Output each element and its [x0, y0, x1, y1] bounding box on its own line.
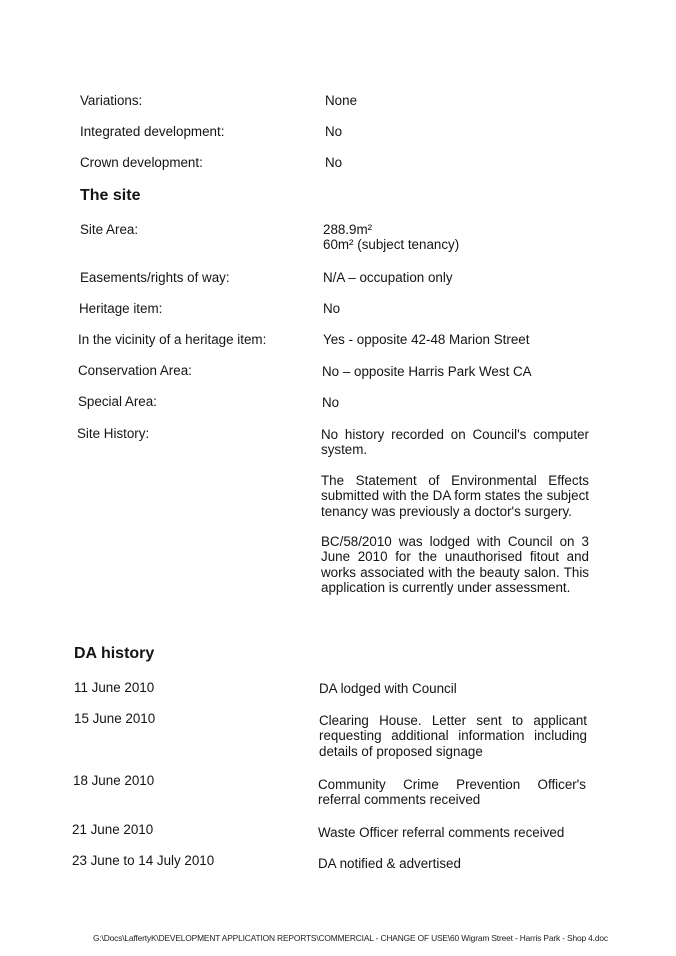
- history-event: Waste Officer referral comments received: [318, 825, 565, 840]
- history-event-text: DA lodged with Council: [319, 681, 457, 696]
- field-value-easements: N/A – occupation only: [323, 270, 453, 285]
- field-label-site-area: Site Area:: [80, 222, 139, 237]
- field-label-integrated-development: Integrated development:: [80, 124, 225, 139]
- field-label-heritage-item: Heritage item:: [79, 301, 163, 316]
- field-label-conservation-area: Conservation Area:: [78, 363, 192, 378]
- section-heading-site: The site: [80, 187, 141, 204]
- site-area-total: 288.9m²: [323, 222, 373, 237]
- site-area-tenancy: 60m² (subject tenancy): [323, 237, 460, 253]
- site-history-paragraph: BC/58/2010 was lodged with Council on 3 June 2010 for the unauthorised fitout and works associated with the beauty salon. This application is currently under assessment.: [321, 534, 589, 596]
- history-event: [318, 777, 586, 808]
- history-event: [319, 713, 587, 759]
- history-event-text: Community Crime Prevention Officer's referral comments received: [318, 777, 586, 808]
- field-value-site-history: [321, 427, 589, 596]
- field-value-special-area: No: [322, 395, 340, 410]
- field-value-crown-development: No: [325, 155, 343, 170]
- site-history-paragraph: No history recorded on Council's computer system.: [321, 427, 589, 458]
- field-value-integrated-development: No: [325, 124, 343, 139]
- field-label-easements: Easements/rights of way:: [80, 270, 230, 285]
- history-event: DA notified & advertised: [318, 856, 461, 871]
- field-label-heritage-vicinity: In the vicinity of a heritage item:: [78, 332, 267, 347]
- history-date: 15 June 2010: [74, 711, 156, 726]
- section-heading-da-history: DA history: [74, 645, 155, 662]
- history-event-text: Clearing House. Letter sent to applicant requesting additional information including details of proposed signage: [319, 713, 587, 759]
- field-label-special-area: Special Area:: [78, 394, 157, 409]
- history-date: 18 June 2010: [73, 773, 155, 788]
- field-value-heritage-item: No: [323, 301, 341, 316]
- site-history-paragraph: The Statement of Environmental Effects submitted with the DA form states the subject tenancy was previously a doctor's surgery.: [321, 472, 589, 519]
- field-value-heritage-vicinity: Yes - opposite 42-48 Marion Street: [323, 332, 530, 347]
- field-value-conservation-area: No – opposite Harris Park West CA: [322, 364, 532, 379]
- field-label-site-history: Site History:: [77, 426, 150, 441]
- field-label-variations: Variations:: [80, 93, 143, 108]
- history-event: [319, 681, 587, 696]
- history-date: 21 June 2010: [72, 822, 154, 837]
- history-date: 11 June 2010: [74, 680, 155, 695]
- history-date: 23 June to 14 July 2010: [72, 853, 215, 868]
- field-value-site-area: [323, 222, 591, 253]
- field-value-variations: None: [325, 93, 358, 108]
- footer-file-path: G:\Docs\LaffertyK\DEVELOPMENT APPLICATION REPORTS\COMMERCIAL - CHANGE OF USE\60 Wigram Street - Harris Park - Shop 4.doc: [93, 933, 608, 943]
- field-label-crown-development: Crown development:: [80, 155, 203, 170]
